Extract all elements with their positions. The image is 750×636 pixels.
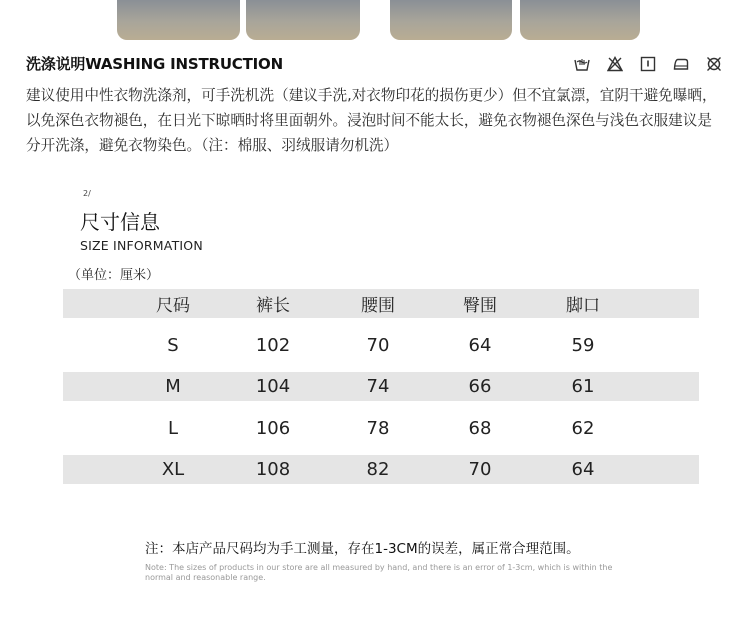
header-cell: 脚口 bbox=[566, 296, 600, 316]
table-cell: L bbox=[167, 417, 179, 439]
product-photo bbox=[390, 0, 512, 40]
care-icons bbox=[574, 56, 722, 72]
header-cell: 裤长 bbox=[256, 296, 290, 316]
header-cell: 尺码 bbox=[156, 296, 190, 316]
measurement-note-en: Note: The sizes of products in our store are all measured by hand, and there is an error of 1-3cm, which is within the normal and reasonable range. bbox=[145, 563, 613, 582]
product-photo bbox=[117, 0, 240, 40]
table-header-row bbox=[63, 289, 699, 318]
table-cell: 64 bbox=[468, 334, 492, 356]
table-cell: 104 bbox=[255, 376, 291, 397]
unit-label: （单位：厘米） bbox=[68, 268, 160, 283]
table-cell: 106 bbox=[255, 417, 291, 439]
size-info-subtitle: SIZE INFORMATION bbox=[80, 238, 203, 253]
washing-instructions-text: 建议使用中性衣物洗涤剂，可手洗机洗（建议手洗,对衣物印花的损伤更少）但不宜氯漂，宜阴干避免曝晒，以免深色衣物褪色，在日光下晾晒时将里面朝外。浸泡时间不能太长，避免衣物褪色深色与浅色衣服建议是分开洗涤，避免衣物染色。（注：棉服、羽绒服请勿机洗） bbox=[26, 87, 717, 154]
table-cell: M bbox=[165, 376, 181, 397]
header-cell: 腰围 bbox=[361, 296, 395, 316]
table-cell: XL bbox=[161, 459, 185, 480]
table-cell: 102 bbox=[255, 334, 291, 356]
table-cell: 59 bbox=[571, 334, 595, 356]
product-photo bbox=[520, 0, 640, 40]
product-photo-strip bbox=[0, 0, 750, 45]
table-cell: 70 bbox=[366, 334, 390, 356]
header-cell: 臀围 bbox=[463, 296, 497, 316]
table-row bbox=[63, 331, 699, 360]
table-cell: 70 bbox=[468, 459, 492, 480]
table-cell: 82 bbox=[366, 459, 390, 480]
table-row bbox=[63, 455, 699, 484]
no-dry-clean-icon bbox=[706, 56, 722, 72]
product-photo bbox=[246, 0, 360, 40]
size-info-title: 尺寸信息 bbox=[80, 210, 160, 234]
no-bleach-icon bbox=[607, 56, 623, 72]
hand-wash-icon bbox=[574, 56, 590, 72]
iron-icon bbox=[673, 56, 689, 72]
table-row bbox=[63, 372, 699, 401]
table-cell: S bbox=[167, 334, 179, 356]
table-cell: 74 bbox=[366, 376, 390, 397]
measurement-note-cn: 注：本店产品尺码均为手工测量，存在1-3CM的误差，属正常合理范围。 bbox=[145, 541, 580, 557]
tumble-dry-icon bbox=[640, 56, 656, 72]
table-cell: 64 bbox=[571, 459, 595, 480]
table-cell: 66 bbox=[468, 376, 492, 397]
table-cell: 62 bbox=[571, 417, 595, 439]
table-cell: 78 bbox=[366, 417, 390, 439]
table-cell: 108 bbox=[255, 459, 291, 480]
table-cell: 68 bbox=[468, 417, 492, 439]
size-table bbox=[63, 289, 699, 497]
table-row bbox=[63, 414, 699, 443]
table-cell: 61 bbox=[571, 376, 595, 397]
washing-title: 洗涤说明WASHING INSTRUCTION bbox=[26, 55, 283, 73]
section-number: 2/ bbox=[83, 189, 91, 198]
